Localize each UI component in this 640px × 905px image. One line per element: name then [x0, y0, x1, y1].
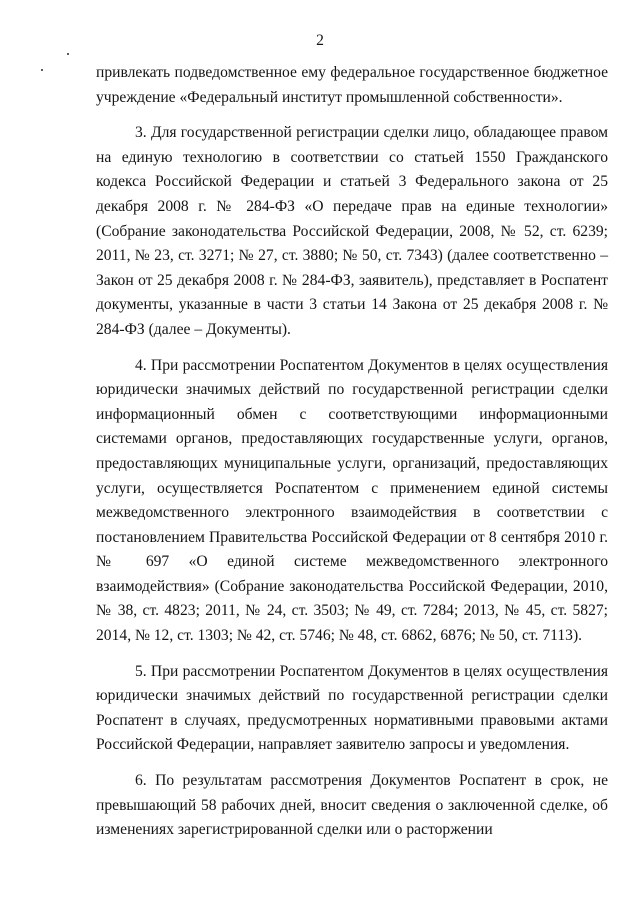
paragraph-item-6: 6. По результатам рассмотрения Документов Роспатент в срок, не превышающий 58 рабочих дней, вносит сведения о заключенной сделке, об изменениях зарегистрированной сделки или о расторжении: [96, 772, 608, 839]
page-number: 2: [316, 32, 324, 49]
paragraph-item-4: 4. При рассмотрении Роспатентом Документов в целях осуществления юридически значимых действий по государственной регистрации сделки информационный обмен с соответствующими информационными системами органов, предоставляющих государственные услуги, органов, предоставляющих муниципальные услуги, организаций, предоставляющих услуги, осуществляется Роспатентом с применением единой системы межведомственного электронного взаимодействия в соответствии с постановлением Правительства Российской Федерации от 8 сентября 2010 г. № 697 «О единой системе межведомственного электронного взаимодействия» (Собрание законодательства Российской Федерации, 2010, № 38, ст. 4823; 2011, № 24, ст. 3503; № 49, ст. 7284; 2013, № 45, ст. 5827; 2014, № 12, ст. 1303; № 42, ст. 5746; № 48, ст. 6862, 6876; № 50, ст. 7113).: [96, 356, 608, 645]
body-text: [96, 61, 608, 843]
paragraph-item-5: 5. При рассмотрении Роспатентом Документов в целях осуществления юридически значимых действий по государственной регистрации сделки Роспатент в случаях, предусмотренных нормативными правовыми актами Российской Федерации, направляет заявителю запросы и уведомления.: [96, 662, 608, 754]
paragraph-item-3: 3. Для государственной регистрации сделки лицо, обладающее правом на единую технологию в соответствии со статьей 1550 Гражданского кодекса Российской Федерации и статьей 3 Федерального закона от 25 декабря 2008 г. № 284-ФЗ «О передаче прав на единые технологии» (Собрание законодательства Российской Федерации, 2008, № 52, ст. 6239; 2011, № 23, ст. 3271; № 27, ст. 3880; № 50, ст. 7343) (далее соответственно – Закон от 25 декабря 2008 г. № 284-ФЗ, заявитель), представляет в Роспатент документы, указанные в части 3 статьи 14 Закона от 25 декабря 2008 г. № 284-ФЗ (далее – Документы).: [96, 124, 608, 338]
scan-speck: [67, 53, 69, 55]
scan-speck: [41, 69, 43, 71]
paragraph-continuation: привлекать подведомственное ему федеральное государственное бюджетное учреждение «Федеральный институт промышленной собственности».: [96, 64, 608, 106]
